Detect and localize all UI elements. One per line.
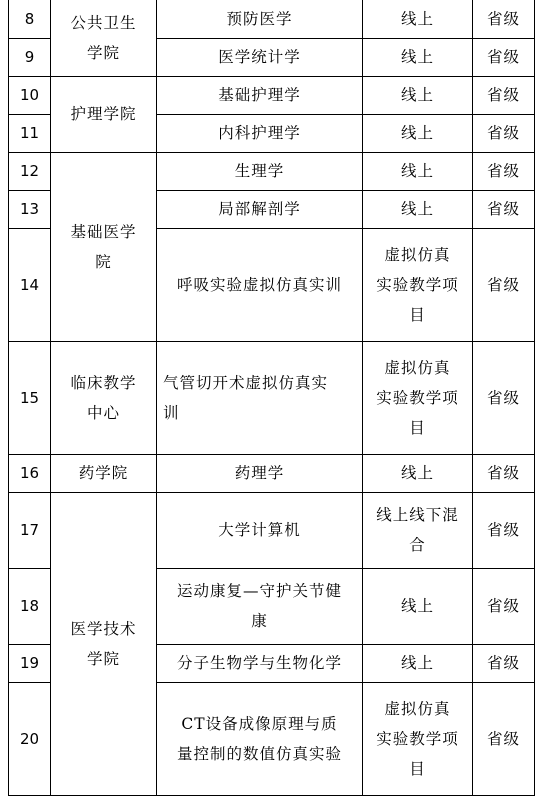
course-level: 省级 (473, 644, 535, 682)
course-type-cell (363, 228, 473, 341)
course-level: 省级 (473, 682, 535, 795)
college-name: 临床教学 中心 (70, 373, 137, 422)
course-level: 省级 (473, 454, 535, 492)
course-name: 基础护理学 (157, 76, 363, 114)
row-number: 20 (9, 682, 51, 795)
row-number: 16 (9, 454, 51, 492)
college-cell (51, 341, 157, 454)
course-type: 虚拟仿真 实验教学项 目 (376, 245, 459, 324)
course-level: 省级 (473, 114, 535, 152)
row-number: 12 (9, 152, 51, 190)
college-name: 护理学院 (70, 105, 137, 123)
table-row (9, 341, 535, 454)
row-number: 18 (9, 568, 51, 644)
college-name: 公共卫生 学院 (70, 13, 137, 62)
course-type: 线上 (363, 454, 473, 492)
college-cell (51, 492, 157, 795)
course-name: 生理学 (157, 152, 363, 190)
course-level: 省级 (473, 190, 535, 228)
row-number: 15 (9, 341, 51, 454)
course-type: 线上 (363, 190, 473, 228)
college-cell (51, 152, 157, 341)
college-name: 基础医学 院 (70, 222, 137, 271)
college-cell (51, 76, 157, 152)
course-type: 虚拟仿真 实验教学项 目 (376, 358, 459, 437)
course-name: 预防医学 (157, 0, 363, 38)
course-type: 线上 (363, 644, 473, 682)
table-row (9, 76, 535, 114)
table-row (9, 152, 535, 190)
table-row (9, 0, 535, 38)
course-level: 省级 (473, 568, 535, 644)
course-name: 局部解剖学 (157, 190, 363, 228)
college-name: 医学技术 学院 (70, 619, 137, 668)
course-type: 线上 (363, 152, 473, 190)
course-type: 线上线下混 合 (376, 506, 459, 554)
course-name: CT设备成像原理与质 量控制的数值仿真实验 (176, 714, 342, 763)
course-type: 线上 (363, 0, 473, 38)
course-name: 医学统计学 (157, 38, 363, 76)
course-name: 大学计算机 (157, 492, 363, 568)
row-number: 8 (9, 0, 51, 38)
course-name: 分子生物学与生物化学 (157, 644, 363, 682)
course-level: 省级 (473, 0, 535, 38)
course-type-cell (363, 682, 473, 795)
course-table (8, 0, 535, 796)
course-name: 气管切开术虚拟仿真实 训 (163, 373, 329, 422)
row-number: 19 (9, 644, 51, 682)
course-level: 省级 (473, 152, 535, 190)
course-type: 虚拟仿真 实验教学项 目 (376, 699, 459, 778)
row-number: 10 (9, 76, 51, 114)
row-number: 14 (9, 228, 51, 341)
course-level: 省级 (473, 38, 535, 76)
course-level: 省级 (473, 76, 535, 114)
row-number: 13 (9, 190, 51, 228)
table-row (9, 492, 535, 568)
course-name-cell (157, 568, 363, 644)
row-number: 17 (9, 492, 51, 568)
row-number: 9 (9, 38, 51, 76)
row-number: 11 (9, 114, 51, 152)
course-name-cell (157, 341, 363, 454)
course-level: 省级 (473, 228, 535, 341)
course-name: 药理学 (157, 454, 363, 492)
course-type: 线上 (363, 38, 473, 76)
course-type: 线上 (363, 76, 473, 114)
table-row (9, 454, 535, 492)
course-name: 内科护理学 (157, 114, 363, 152)
course-type: 线上 (363, 114, 473, 152)
course-name-cell (157, 682, 363, 795)
course-type: 线上 (363, 568, 473, 644)
course-type-cell (363, 341, 473, 454)
college-name: 药学院 (51, 454, 157, 492)
course-level: 省级 (473, 341, 535, 454)
course-name: 呼吸实验虚拟仿真实训 (157, 228, 363, 341)
course-level: 省级 (473, 492, 535, 568)
course-name: 运动康复—守护关节健 康 (176, 582, 342, 630)
course-type-cell (363, 492, 473, 568)
college-cell (51, 0, 157, 76)
